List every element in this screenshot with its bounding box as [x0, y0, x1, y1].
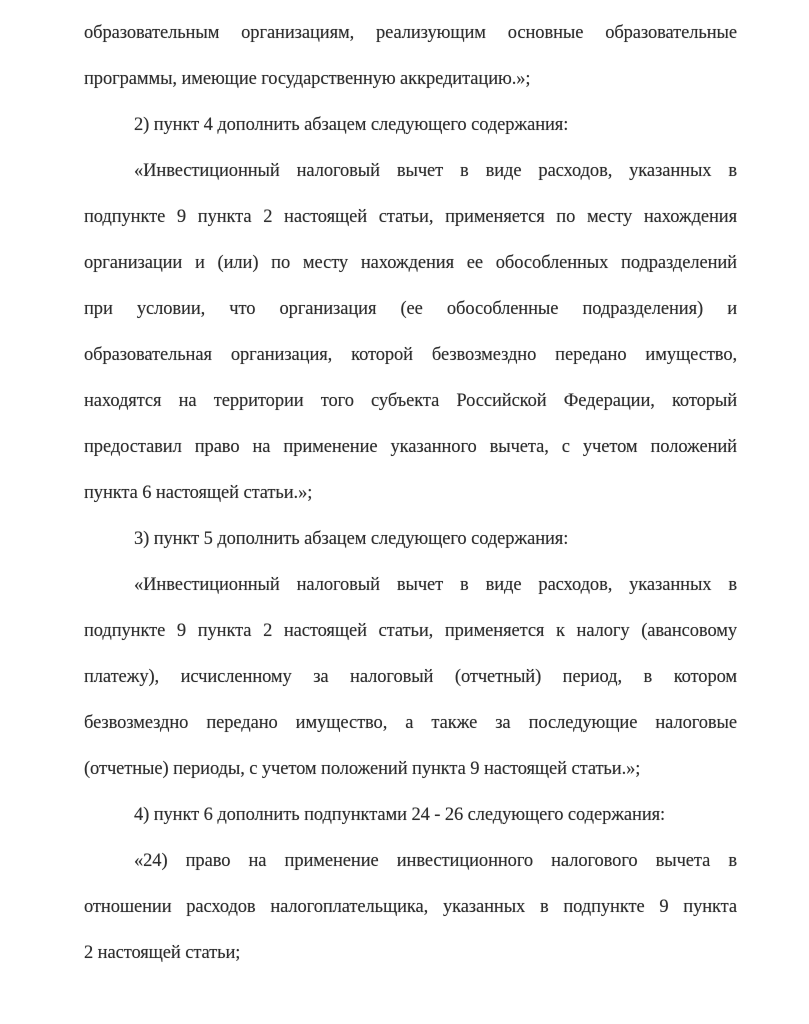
text-line-item-3-quoted-text: (отчетные) периоды, с учетом положений пункта 9 настоящей статьи.»;: [84, 759, 641, 779]
text-line-item-3-intro: 3) пункт 5 дополнить абзацем следующего содержания:: [134, 529, 569, 549]
text-line-item-2-quoted-text: находятся на территории того субъекта Российской Федерации, который: [84, 391, 737, 411]
text-line-item-2-quoted-text: подпункте 9 пункта 2 настоящей статьи, применяется по месту нахождения: [84, 207, 737, 227]
text-line-item-3-quoted-text: безвозмездно передано имущество, а также за последующие налоговые: [84, 713, 737, 733]
text-line-subitem-24-quoted-text: отношении расходов налогоплательщика, указанных в подпункте 9 пункта: [84, 897, 737, 917]
text-line-item-2-quoted-text: предоставил право на применение указанного вычета, с учетом положений: [84, 437, 737, 457]
text-line-item-3-quoted-text: «Инвестиционный налоговый вычет в виде расходов, указанных в: [134, 575, 737, 595]
text-line-continuation-paragraph: образовательным организациям, реализующим основные образовательные: [84, 23, 737, 43]
text-line-item-2-quoted-text: при условии, что организация (ее обособленные подразделения) и: [84, 299, 737, 319]
text-line-item-4-intro: 4) пункт 6 дополнить подпунктами 24 - 26 следующего содержания:: [134, 805, 666, 825]
text-line-item-3-quoted-text: платежу), исчисленному за налоговый (отчетный) период, в котором: [84, 667, 737, 687]
text-line-item-2-intro: 2) пункт 4 дополнить абзацем следующего содержания:: [134, 115, 569, 135]
text-line-item-2-quoted-text: «Инвестиционный налоговый вычет в виде расходов, указанных в: [134, 161, 737, 181]
text-line-subitem-24-quoted-text: 2 настоящей статьи;: [84, 943, 241, 963]
document-text-block: [84, 10, 737, 976]
text-line-item-3-quoted-text: подпункте 9 пункта 2 настоящей статьи, применяется к налогу (авансовому: [84, 621, 737, 641]
text-line-item-2-quoted-text: организации и (или) по месту нахождения ее обособленных подразделений: [84, 253, 737, 273]
text-line-subitem-24-quoted-text: «24) право на применение инвестиционного налогового вычета в: [134, 851, 737, 871]
text-line-item-2-quoted-text: образовательная организация, которой безвозмездно передано имущество,: [84, 345, 737, 365]
text-line-item-2-quoted-text: пункта 6 настоящей статьи.»;: [84, 483, 313, 503]
text-line-continuation-paragraph: программы, имеющие государственную аккредитацию.»;: [84, 69, 531, 89]
